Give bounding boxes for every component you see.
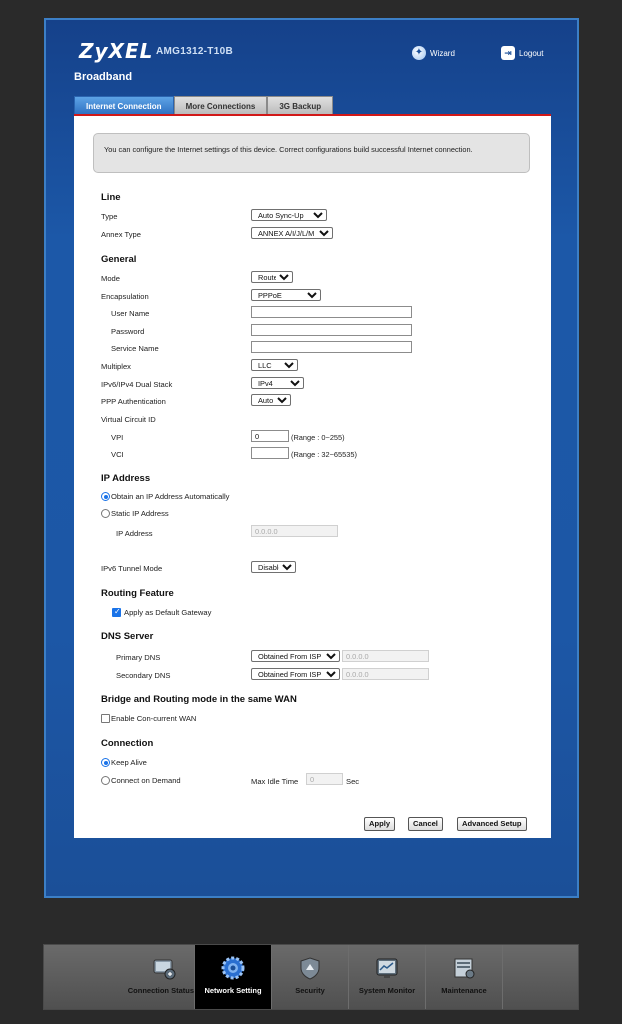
vci-range-hint: (Range : 32~65535) [291,450,357,459]
tab-internet-connection[interactable]: Internet Connection [74,96,174,115]
advanced-setup-button[interactable]: Advanced Setup [457,817,527,831]
dock-item-security[interactable] [272,945,349,1009]
service-name-wrap [251,341,412,353]
wizard-link[interactable] [412,46,455,60]
static-ip-label: Static IP Address [111,509,169,518]
type-label: Type [101,212,118,221]
concurrent-wan-label: Enable Con-current WAN [111,714,197,723]
encapsulation-select[interactable] [251,289,321,301]
mode-select[interactable] [251,271,293,283]
section-general-title: General [101,254,137,265]
page-title: Broadband [74,71,133,83]
secondary-dns-wrap [251,668,429,680]
password-input[interactable] [251,324,412,336]
ip-address-label: IP Address [116,529,153,538]
logout-link[interactable] [501,46,543,60]
dock-label-network-setting: Network Setting [204,986,262,995]
virtual-circuit-label: Virtual Circuit ID [101,415,156,424]
annex-type-label: Annex Type [101,230,141,239]
vpi-wrap [251,430,289,442]
obtain-auto-label: Obtain an IP Address Automatically [111,492,230,501]
max-idle-wrap [306,773,343,785]
tab-bar [74,96,333,115]
dock-item-network-setting[interactable] [195,945,272,1009]
secondary-dns-mode-select[interactable] [251,668,340,680]
service-name-input[interactable] [251,341,412,353]
vpi-range-hint: (Range : 0~255) [291,433,345,442]
vpi-input[interactable] [251,430,289,442]
keep-alive-option[interactable] [101,758,147,767]
multiplex-select[interactable] [251,359,298,371]
dock-item-maintenance[interactable] [426,945,503,1009]
type-select-wrap [251,209,327,221]
zyxel-logo: ZyXEL [79,39,154,63]
main-frame [44,18,579,898]
section-ip-address-title: IP Address [101,473,151,484]
connect-on-demand-option[interactable] [101,776,181,785]
logout-icon: ⇥ [501,46,515,60]
section-line-title: Line [101,192,121,203]
multiplex-select-wrap [251,359,298,371]
dock-item-connection-status[interactable] [44,945,195,1009]
section-dns-title: DNS Server [101,631,154,642]
username-input[interactable] [251,306,412,318]
ppp-auth-select[interactable] [251,394,291,406]
secondary-dns-label: Secondary DNS [116,671,171,680]
dock-empty-slot [503,945,578,1009]
connect-on-demand-radio[interactable] [101,776,110,785]
vci-label: VCI [111,450,124,459]
connection-status-icon [151,955,177,981]
ipv6-tunnel-select[interactable] [251,561,296,573]
encapsulation-select-wrap [251,289,321,301]
network-setting-icon [220,955,246,981]
ppp-auth-label: PPP Authentication [101,397,166,406]
default-gateway-checkbox[interactable] [112,608,121,617]
tab-3g-backup[interactable]: 3G Backup [267,96,333,115]
cancel-button[interactable]: Cancel [408,817,443,831]
default-gateway-label: Apply as Default Gateway [124,608,212,617]
section-routing-title: Routing Feature [101,588,174,599]
service-name-label: Service Name [111,344,159,353]
maintenance-icon [451,955,477,981]
username-label: User Name [111,309,150,318]
wizard-label: Wizard [430,48,455,58]
default-gateway-option[interactable] [112,608,211,617]
security-shield-icon [297,955,323,981]
mode-label: Mode [101,274,120,283]
dual-stack-select-wrap [251,377,304,389]
dock-label-system-monitor: System Monitor [358,986,416,995]
concurrent-wan-checkbox[interactable] [101,714,110,723]
dual-stack-label: IPv6/IPv4 Dual Stack [101,380,173,389]
section-bridge-title: Bridge and Routing mode in the same WAN [101,694,297,705]
wizard-icon: ✦ [412,46,426,60]
logout-label: Logout [519,48,544,58]
annex-select-wrap [251,227,333,239]
annex-type-select[interactable] [251,227,333,239]
tab-more-connections[interactable]: More Connections [174,96,268,115]
primary-dns-input[interactable] [342,650,429,662]
primary-dns-mode-select[interactable] [251,650,340,662]
max-idle-input[interactable] [306,773,343,785]
mode-select-wrap [251,271,293,283]
ip-address-wrap [251,525,338,537]
bottom-dock [43,944,579,1010]
apply-button[interactable]: Apply [364,817,395,831]
multiplex-label: Multiplex [101,362,131,371]
ppp-auth-select-wrap [251,394,291,406]
primary-dns-label: Primary DNS [116,653,161,662]
type-select[interactable] [251,209,327,221]
password-wrap [251,324,412,336]
ip-address-input[interactable] [251,525,338,537]
encapsulation-label: Encapsulation [101,292,149,301]
vci-wrap [251,447,289,459]
max-idle-unit: Sec [346,777,360,786]
vci-input[interactable] [251,447,289,459]
dock-label-security: Security [295,986,325,995]
password-label: Password [111,327,145,336]
dock-label-maintenance: Maintenance [441,986,487,995]
keep-alive-radio[interactable] [101,758,110,767]
static-ip-radio[interactable] [101,509,110,518]
ipv6-tunnel-select-wrap [251,561,296,573]
secondary-dns-input[interactable] [342,668,429,680]
username-wrap [251,306,412,318]
dual-stack-select[interactable] [251,377,304,389]
obtain-auto-option[interactable] [101,492,229,501]
content-panel [74,114,551,838]
ipv6-tunnel-label: IPv6 Tunnel Mode [101,564,163,573]
obtain-auto-radio[interactable] [101,492,110,501]
keep-alive-label: Keep Alive [111,758,147,767]
max-idle-label: Max Idle Time [251,777,299,786]
system-monitor-icon [374,955,400,981]
dock-label-connection-status: Connection Status [127,986,194,995]
primary-dns-wrap [251,650,429,662]
section-connection-title: Connection [101,738,154,749]
top-bar [46,20,577,72]
concurrent-wan-option[interactable] [101,714,196,723]
static-ip-option[interactable] [101,509,169,518]
connect-on-demand-label: Connect on Demand [111,776,181,785]
dock-item-system-monitor[interactable] [349,945,426,1009]
model-name: AMG1312-T10B [156,46,233,57]
vpi-label: VPI [111,433,124,442]
info-box: You can configure the Internet settings of this device. Correct configurations build successful Internet connection. [93,133,530,173]
